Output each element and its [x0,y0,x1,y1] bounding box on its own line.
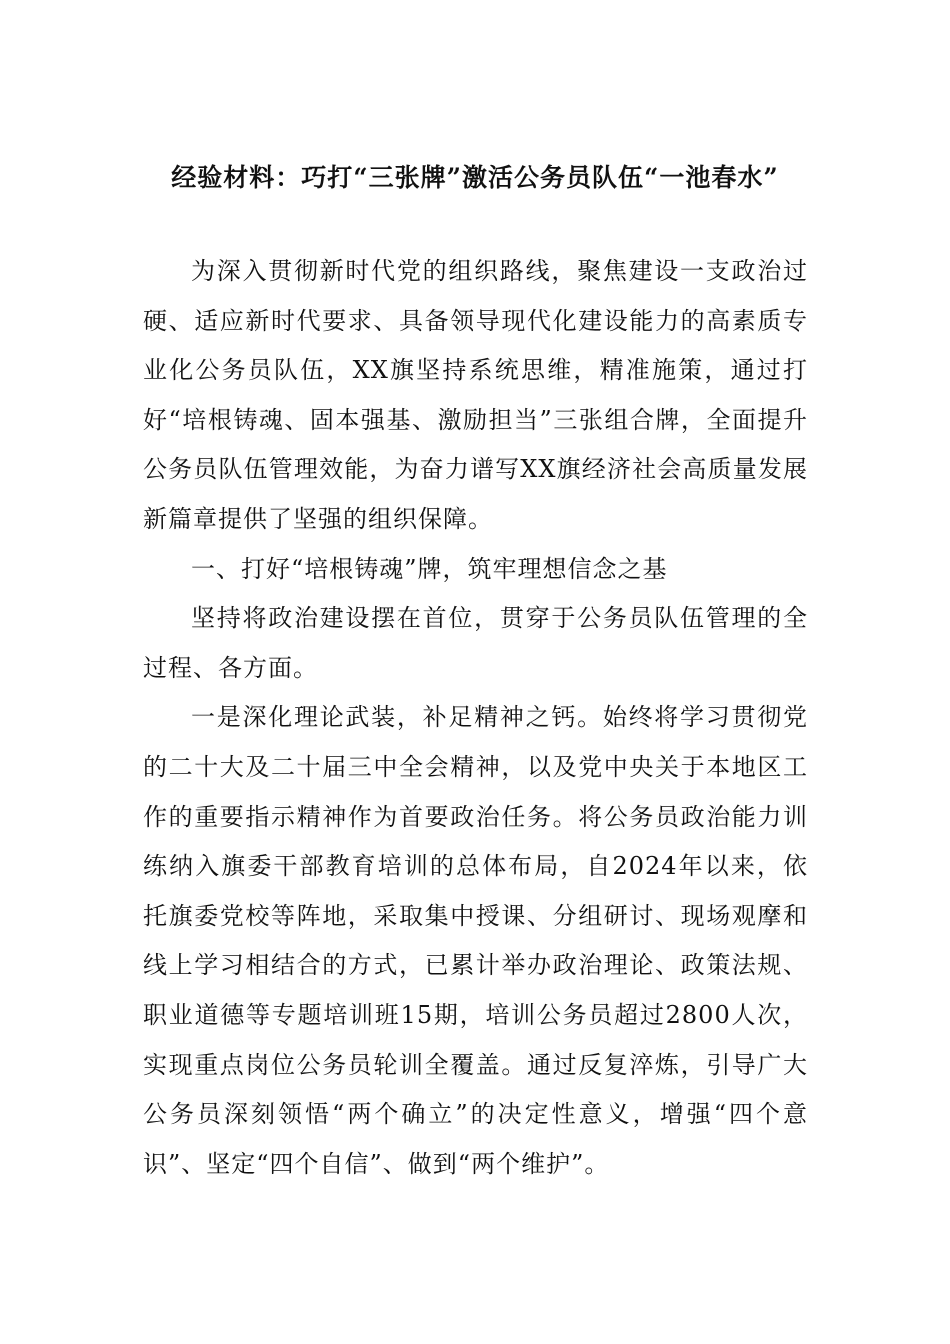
point-one-paragraph: 一是深化理论武装，补足精神之钙。始终将学习贯彻党的二十大及二十届三中全会精神，以及党中央关于本地区工作的重要指示精神作为首要政治任务。将公务员政治能力训练纳入旗委干部教育培训的总体布局，自2024年以来，依托旗委党校等阵地，采取集中授课、分组研讨、现场观摩和线上学习相结合的方式，已累计举办政治理论、政策法规、职业道德等专题培训班15期，培训公务员超过2800人次，实现重点岗位公务员轮训全覆盖。通过反复淬炼，引导广大公务员深刻领悟“两个确立”的决定性意义，增强“四个意识”、坚定“四个自信”、做到“两个维护”。 [143,703,808,1178]
section-heading: 一、打好“培根铸魂”牌，筑牢理想信念之基 [191,554,668,583]
intro-paragraph: 为深入贯彻新时代党的组织路线，聚焦建设一支政治过硬、适应新时代要求、具备领导现代化建设能力的高素质专业化公务员队伍，XX旗坚持系统思维，精准施策，通过打好“培根铸魂、固本强基、激励担当”三张组合牌，全面提升公务员队伍管理效能，为奋力谱写XX旗经济社会高质量发展新篇章提供了坚强的组织保障。 [143,257,808,533]
document-body [143,247,808,1189]
section-lead-paragraph: 坚持将政治建设摆在首位，贯穿于公务员队伍管理的全过程、各方面。 [143,604,808,682]
document-title: 经验材料：巧打“三张牌”激活公务员队伍“一池春水” [171,163,779,192]
